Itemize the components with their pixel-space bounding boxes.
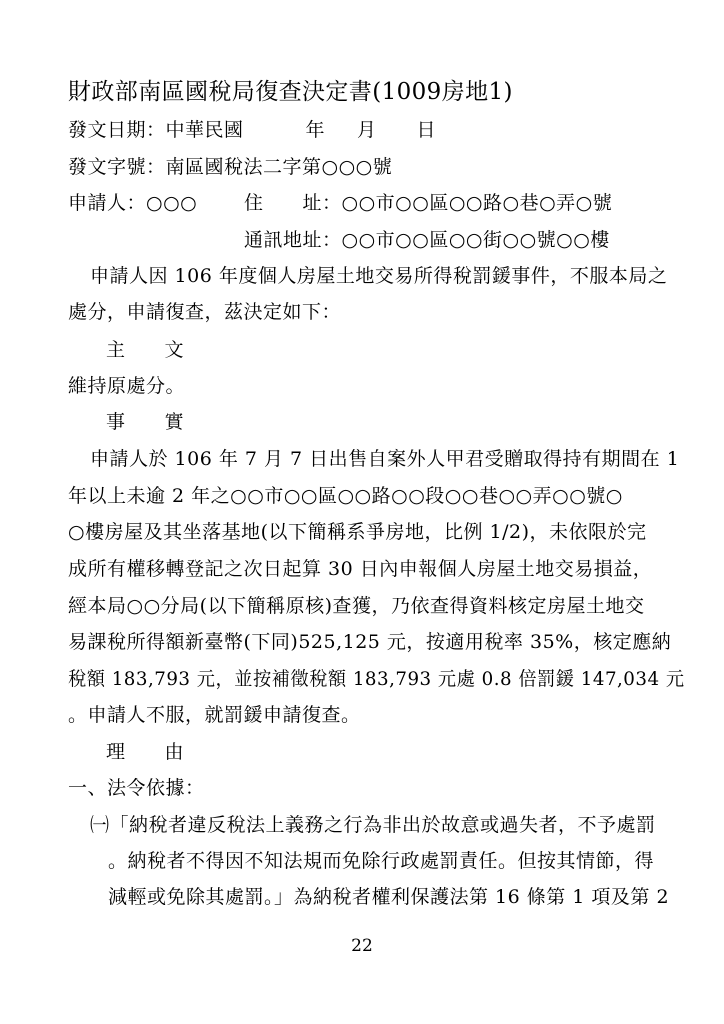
facts-line: 申請人於 106 年 7 月 7 日出售自案外人甲君受贈取得持有期間在 1 (90, 448, 680, 470)
facts-line: 稅額 183,793 元，並按補徵稅額 183,793 元處 0.8 倍罰鍰 147,034 元 (68, 668, 685, 690)
reason-heading: 一、法令依據： (68, 777, 205, 799)
reason-line: 減輕或免除其處罰。」為納稅者權利保護法第 16 條第 1 項及第 2 (108, 886, 670, 908)
mailing-address-value: ○○市○○區○○街○○號○○樓 (341, 229, 610, 251)
document-number: 發文字號：南區國稅法二字第○○○號 (68, 156, 393, 178)
facts-line: 成所有權移轉登記之次日起算 30 日內申報個人房屋土地交易損益， (68, 558, 653, 580)
page-number: 22 (351, 936, 373, 956)
mailing-address (244, 228, 610, 252)
facts-line: 經本局○○分局(以下簡稱原核)查獲，乃依查得資料核定房屋土地交 (68, 595, 645, 617)
intro-line: 處分，申請復查，茲決定如下： (68, 301, 342, 323)
applicant-name: 申請人：○○○ (68, 192, 198, 214)
reason-line: 。納稅者不得因不知法規而免除行政處罰責任。但按其情節，得 (108, 850, 655, 872)
issue-date-year: 年 (305, 119, 326, 141)
facts-line: 易課稅所得額新臺幣(下同)525,125 元，按適用稅率 35%，核定應納 (68, 631, 672, 653)
address-label: 住 址： (244, 192, 342, 214)
document-title: 財政部南區國稅局復查決定書(1009房地1) (68, 79, 513, 105)
section-heading-reason: 理 由 (106, 741, 185, 763)
issue-date-month: 月 (357, 119, 377, 141)
section-heading-facts: 事 實 (106, 411, 185, 433)
section-heading-main: 主 文 (106, 339, 185, 361)
reason-line: ㈠「納稅者違反稅法上義務之行為非出於故意或過失者，不予處罰 (90, 814, 656, 836)
address-value: ○○市○○區○○路○巷○弄○號 (341, 192, 613, 214)
issue-date (68, 118, 436, 142)
issue-date-day: 日 (416, 119, 437, 141)
issue-date-label: 發文日期：中華民國 (68, 119, 244, 141)
main-text: 維持原處分。 (68, 375, 186, 397)
mailing-address-label: 通訊地址： (244, 229, 342, 251)
facts-line: ○樓房屋及其坐落基地(以下簡稱系爭房地，比例 1/2)，未依限於完 (68, 521, 647, 543)
applicant-address (244, 191, 612, 215)
intro-line: 申請人因 106 年度個人房屋土地交易所得稅罰鍰事件，不服本局之 (90, 265, 668, 287)
facts-line: 。申請人不服，就罰鍰申請復查。 (68, 704, 361, 726)
facts-line: 年以上未逾 2 年之○○市○○區○○路○○段○○巷○○弄○○號○ (68, 485, 623, 507)
